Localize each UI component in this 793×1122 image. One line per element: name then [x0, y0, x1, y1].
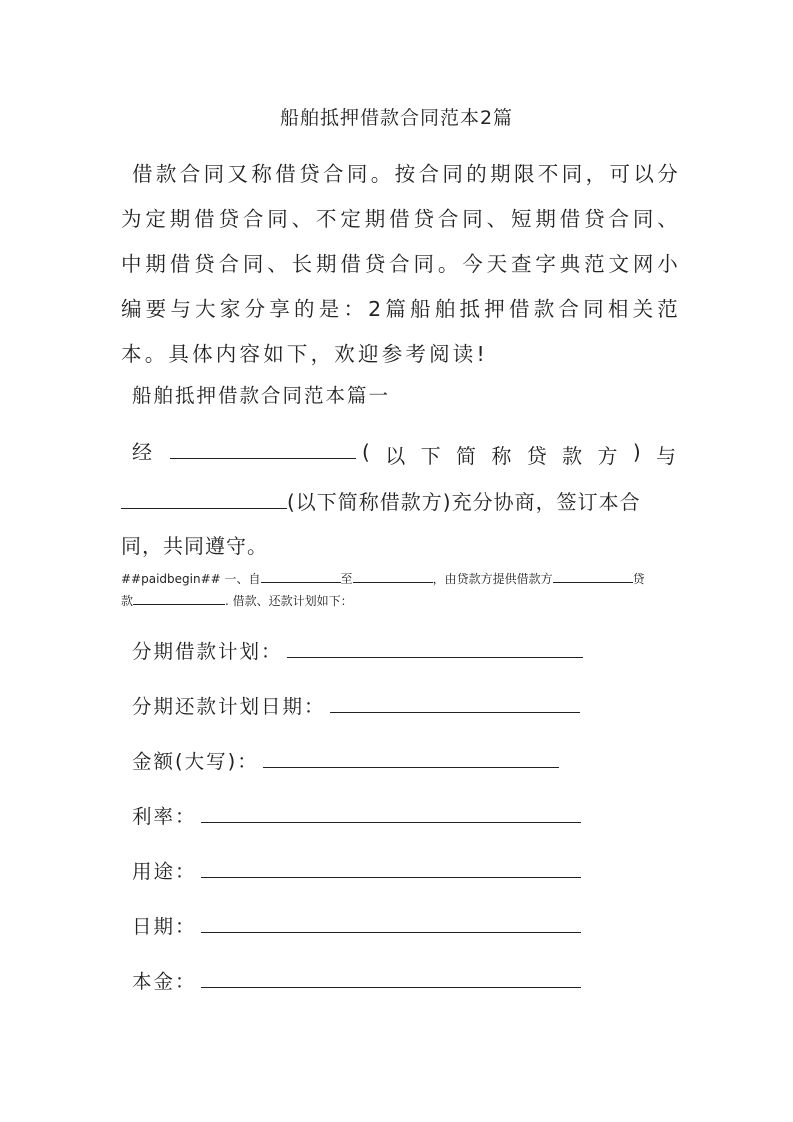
plan-field-installment-loan: 分期借款计划：: [132, 636, 583, 664]
amount-blank: [133, 592, 225, 605]
plan-field-repayment-date: 分期还款计划日期：: [132, 691, 580, 719]
field-blank: [201, 804, 581, 823]
borrower-name-blank: [553, 570, 633, 583]
party-clause-line: [132, 436, 676, 469]
borrower-blank: [121, 488, 287, 509]
lender-blank: [170, 440, 356, 459]
borrower-note: (以下简称借款方)充分协商，签订本合同，共同遵守。: [121, 490, 641, 558]
plan-field-interest-rate: 利率：: [132, 801, 581, 829]
field-blank: [201, 859, 581, 878]
section-title: 船舶抵押借款合同范本篇一: [132, 384, 391, 407]
field-blank: [263, 749, 559, 768]
field-blank: [330, 694, 580, 713]
date-to-blank: [353, 570, 433, 583]
paid-marker: ##paidbegin##: [121, 572, 221, 586]
field-blank: [287, 639, 583, 658]
field-blank: [201, 969, 581, 988]
lender-note: ( 以 下 简 称 贷 款 方 ) 与: [362, 440, 676, 468]
plan-field-principal: 本金：: [132, 966, 581, 994]
plan-field-purpose: 用途：: [132, 856, 581, 884]
date-from-blank: [261, 570, 341, 583]
field-blank: [201, 914, 581, 933]
intro-paragraph: 借款合同又称借贷合同。按合同的期限不同，可以分为定期借贷合同、不定期借贷合同、短期借贷合同、中期借贷合同、长期借贷合同。今天查字典范文网小编要与大家分享的是：2篇船舶抵押借款合同相关范本。具体内容如下，欢迎参考阅读!: [121, 162, 681, 366]
party-prefix: 经: [132, 440, 152, 464]
plan-field-amount: 金额(大写)：: [132, 746, 559, 774]
document-title: 船舶抵押借款合同范本2篇: [279, 107, 514, 129]
plan-field-date: 日期：: [132, 911, 581, 939]
borrower-clause: [121, 480, 681, 568]
paid-clause: ##paidbegin## 一、自 至 ，由贷款方提供借款方 贷 款 . 借款、还款计划如下：: [121, 572, 645, 608]
